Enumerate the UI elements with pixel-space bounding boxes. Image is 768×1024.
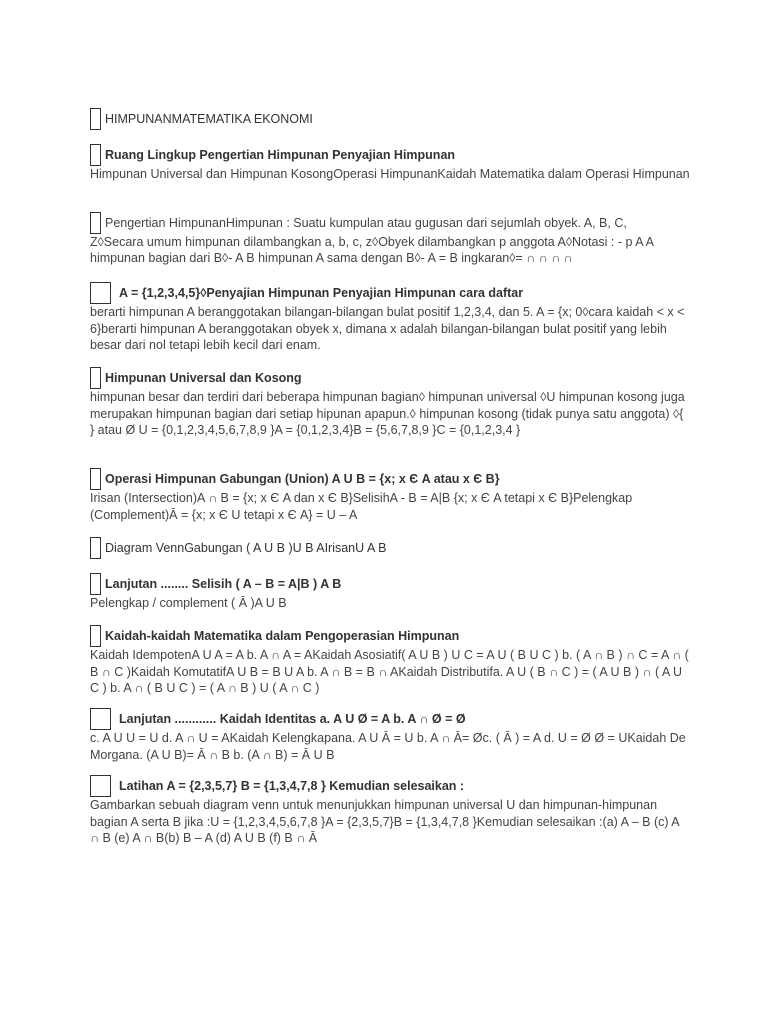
section-title: Himpunan Universal dan Kosong <box>105 371 302 385</box>
placeholder-box-icon <box>90 144 101 166</box>
section-heading <box>90 625 690 647</box>
section-title: Lanjutan ............ Kaidah Identitas a. A U Ø = A b. A ∩ Ø = Ø <box>119 712 466 726</box>
section-title: Kaidah-kaidah Matematika dalam Pengoperasian Himpunan <box>105 629 460 643</box>
section-heading <box>90 367 690 389</box>
section-title: Diagram VennGabungan ( A U B )U B AIrisanU A B <box>105 541 387 555</box>
section-latihan <box>90 775 690 847</box>
placeholder-box-icon <box>90 708 111 730</box>
placeholder-box-icon <box>90 468 101 490</box>
section-heading <box>90 537 690 559</box>
section-operasi <box>90 468 690 523</box>
section-heading <box>90 708 690 730</box>
document-title: HIMPUNANMATEMATIKA EKONOMI <box>105 112 313 126</box>
section-body: c. A U U = U d. A ∩ U = AKaidah Kelengkapana. A U Ā = U b. A ∩ Ā= Øc. ( Ā ) = A d. U = Ø Ø = UKaidah De Morgana. (A U B)= Ā ∩ B b. (A ∩ B) = Ā U B <box>90 731 686 762</box>
placeholder-box-icon <box>90 212 101 234</box>
section-ruang-lingkup <box>90 144 690 183</box>
section-universal-kosong <box>90 367 690 439</box>
section-title: Lanjutan ........ Selisih ( A – B = A|B ) A B <box>105 577 342 591</box>
section-identitas <box>90 708 690 763</box>
section-penyajian <box>90 282 690 354</box>
placeholder-box-icon <box>90 775 111 797</box>
section-title: A = {1,2,3,4,5}◊Penyajian Himpunan Penyajian Himpunan cara daftar <box>119 286 524 300</box>
placeholder-box-icon <box>90 625 101 647</box>
section-body: Pelengkap / complement ( Ā )A U B <box>90 596 287 610</box>
section-body: berarti himpunan A beranggotakan bilangan-bilangan bulat positif 1,2,3,4, dan 5. A = {x; 0◊cara kaidah < x < 6}berarti himpunan A beranggotakan obyek x, dimana x adalah bilangan-bilangan bulat positif yang lebih besar dari nol tetapi lebih kecil dari enam. <box>90 305 685 352</box>
section-title-block <box>90 108 690 130</box>
placeholder-box-icon <box>90 108 101 130</box>
section-body: Gambarkan sebuah diagram venn untuk menunjukkan himpunan universal U dan himpunan-himpunan bagian A serta B jika :U = {1,2,3,4,5,6,7,8 }A = {2,3,5,7}B = {1,3,4,7,8 }Kemudian selesaikan :(a) A – B (c) A ∩ B (e) A ∩ B(b) B – A (d) A U B (f) B ∩ Ā <box>90 798 679 845</box>
section-body: Kaidah IdempotenA U A = A b. A ∩ A = AKaidah Asosiatif( A U B ) U C = A U ( B U C ) b. ( A ∩ B ) ∩ C = A ∩ ( B ∩ C )Kaidah KomutatifA U B = B U A b. A ∩ B = B ∩ AKaidah Distributifa. A U ( B ∩ C ) = ( A U B ) ∩ ( A U C ) b. A ∩ ( B U C ) = ( A ∩ B ) U ( A ∩ C ) <box>90 648 689 695</box>
section-inline-text: Pengertian HimpunanHimpunan : Suatu kumpulan atau gugusan dari sejumlah obyek. A, B, C, <box>105 216 627 230</box>
section-heading <box>90 144 690 166</box>
placeholder-box-icon <box>90 367 101 389</box>
section-heading <box>90 282 690 304</box>
section-heading <box>90 775 690 797</box>
section-pengertian <box>90 212 690 266</box>
section-kaidah <box>90 625 690 697</box>
placeholder-box-icon <box>90 573 101 595</box>
placeholder-box-icon <box>90 537 101 559</box>
section-heading <box>90 108 690 130</box>
section-body: himpunan besar dan terdiri dari beberapa himpunan bagian◊ himpunan universal ◊U himpunan kosong juga merupakan himpunan bagian dari setiap hipunan apapun.◊ himpunan kosong (tidak punya satu anggota) ◊{ } atau Ø U = {0,1,2,3,4,5,6,7,8,9 }A = {0,1,2,3,4}B = {5,6,7,8,9 }C = {0,1,2,3,4 } <box>90 390 685 437</box>
section-title: Operasi Himpunan Gabungan (Union) A U B = {x; x Є A atau x Є B} <box>105 472 500 486</box>
section-heading <box>90 468 690 490</box>
section-title: Latihan A = {2,3,5,7} B = {1,3,4,7,8 } Kemudian selesaikan : <box>119 779 465 793</box>
section-heading <box>90 573 690 595</box>
section-selisih <box>90 573 690 612</box>
section-diagram-venn <box>90 537 690 559</box>
section-title: Ruang Lingkup Pengertian Himpunan Penyajian Himpunan <box>105 148 456 162</box>
section-heading <box>90 212 690 234</box>
placeholder-box-icon <box>90 282 111 304</box>
section-body: Z◊Secara umum himpunan dilambangkan a, b, c, z◊Obyek dilambangkan p anggota A◊Notasi : - p A A himpunan bagian dari B◊- A B himpunan A sama dengan B◊- A = B ingkaran◊= ∩ ∩ ∩ ∩ <box>90 235 654 265</box>
section-body: Irisan (Intersection)A ∩ B = {x; x Є A dan x Є B}SelisihA - B = A|B {x; x Є A tetapi x Є B}Pelengkap (Complement)Ā = {x; x Є U tetapi x Є A} = U – A <box>90 491 633 522</box>
section-body: Himpunan Universal dan Himpunan KosongOperasi HimpunanKaidah Matematika dalam Operasi Himpunan <box>90 167 690 181</box>
